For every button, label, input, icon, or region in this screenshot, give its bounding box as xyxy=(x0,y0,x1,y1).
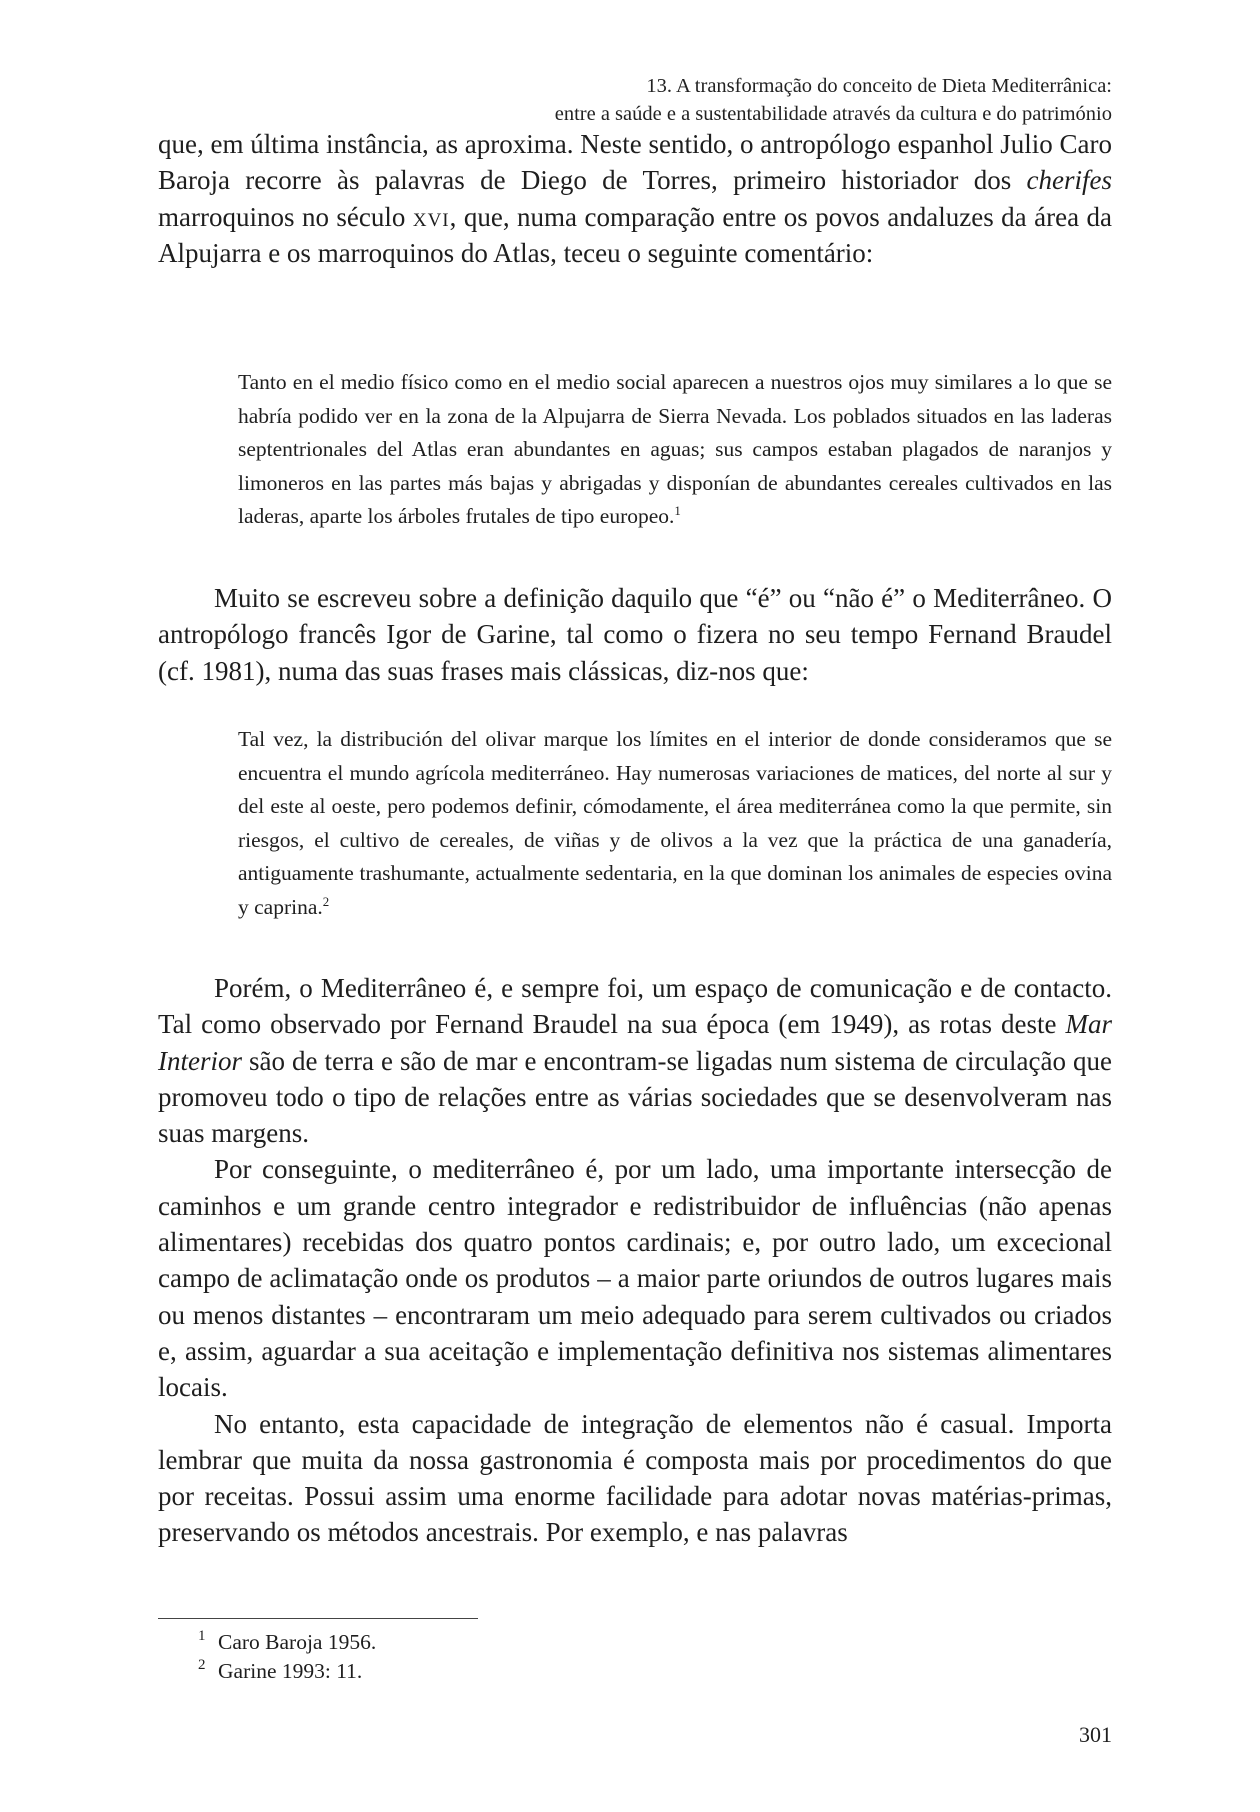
footnote-divider xyxy=(158,1618,478,1619)
para1-text-a: que, em última instância, as aproxima. Neste sentido, o antropólogo espanhol Julio Caro Baroja recorre às palavras de Diego de Torres, primeiro historiador dos xyxy=(158,129,1112,196)
quote2-text: Tal vez, la distribución del olivar marque los límites en el interior de donde consideramos que se encuentra el mundo agrícola mediterráneo. Hay numerosas variaciones de matices, del norte al sur y del este al oeste, pero podemos definir, cómodamente, el área mediterránea como la que permite, sin riesgos, el cultivo de cereales, de viñas y de olivos a la vez que la práctica de una ganadería, antiguamente trashumante, actualmente sedentaria, en la que dominan los animales de especies ovina y caprina. xyxy=(238,727,1112,919)
block-quote-1 xyxy=(238,366,1112,534)
body-paragraph-5: No entanto, esta capacidade de integração de elementos não é casual. Importa lembrar que muita da nossa gastronomia é composta mais por procedimentos do que por receitas. Possui assim uma enorme facilidade para adotar novas matérias-primas, preservando os métodos ancestrais. Por exemplo, e nas palavras xyxy=(158,1408,1112,1548)
footnote-ref-2[interactable]: 2 xyxy=(322,894,330,909)
running-head-line-2: entre a saúde e a sustentabilidade através da cultura e do património xyxy=(554,103,1112,125)
running-head-line-1: 13. A transformação do conceito de Dieta Mediterrânica: xyxy=(646,75,1112,97)
block-quote-2 xyxy=(238,723,1112,924)
footnote-2-mark: 2 xyxy=(198,1657,206,1673)
body-section xyxy=(158,970,1112,1551)
footnote-1-text: Caro Baroja 1956. xyxy=(218,1630,377,1654)
footnote-2 xyxy=(198,1657,376,1686)
running-head xyxy=(555,72,1112,128)
para1-text-c: , que, numa comparação entre os povos andaluzes da área da Alpujarra e os marroquinos do Atlas, teceu o seguinte comentário: xyxy=(158,201,1113,268)
footnote-2-text: Garine 1993: 11. xyxy=(218,1659,363,1683)
para3-text-a: Porém, o Mediterrâneo é, e sempre foi, um espaço de comunicação e de contacto. Tal como observado por Fernand Braudel na sua época (em 1949), as rotas deste xyxy=(158,973,1112,1040)
body-paragraph-2 xyxy=(158,580,1112,689)
footnotes xyxy=(198,1628,376,1686)
para3-italic-mar-interior: Mar Interior xyxy=(158,1009,1112,1076)
body-paragraph-1 xyxy=(158,126,1112,271)
para1-text-b: marroquinos no século xyxy=(158,201,413,232)
para1-century: xvi xyxy=(412,201,450,232)
para2-text: Muito se escreveu sobre a definição daquilo que “é” ou “não é” o Mediterrâneo. O antropólogo francês Igor de Garine, tal como o fizera no seu tempo Fernand Braudel (cf. 1981), numa das suas frases mais clássicas, diz-nos que: xyxy=(158,583,1112,686)
body-paragraph-3 xyxy=(158,970,1112,1151)
body-paragraph-4: Por conseguinte, o mediterrâneo é, por um lado, uma importante intersecção de caminhos e um grande centro integrador e redistribuidor de influências (não apenas alimentares) recebidas dos quatro pontos cardinais; e, por outro lado, um excecional campo de aclimatação onde os produtos – a maior parte oriundos de outros lugares mais ou menos distantes – encontraram um meio adequado para serem cultivados ou criados e, assim, aguardar a sua aceitação e implementação definitiva nos sistemas alimentares locais. xyxy=(158,1154,1112,1403)
footnote-ref-1[interactable]: 1 xyxy=(674,503,681,518)
para1-italic-cherifes: cherifes xyxy=(1026,165,1112,196)
page-number: 301 xyxy=(1079,1722,1112,1747)
footnote-1-mark: 1 xyxy=(198,1628,206,1644)
footnote-1 xyxy=(198,1628,376,1657)
para3-text-b: são de terra e são de mar e encontram-se ligadas num sistema de circulação que promoveu todo o tipo de relações entre as várias sociedades que se desenvolveram nas suas margens. xyxy=(158,1045,1112,1149)
quote1-text: Tanto en el medio físico como en el medio social aparecen a nuestros ojos muy similares a lo que se habría podido ver en la zona de la Alpujarra de Sierra Nevada. Los poblados situados en las laderas septentrionales del Atlas eran abundantes en aguas; sus campos estaban plagados de naranjos y limoneros en las partes más bajas y abrigadas y disponían de abundantes cereales cultivados en las laderas, aparte los árboles frutales de tipo europeo. xyxy=(238,370,1112,528)
